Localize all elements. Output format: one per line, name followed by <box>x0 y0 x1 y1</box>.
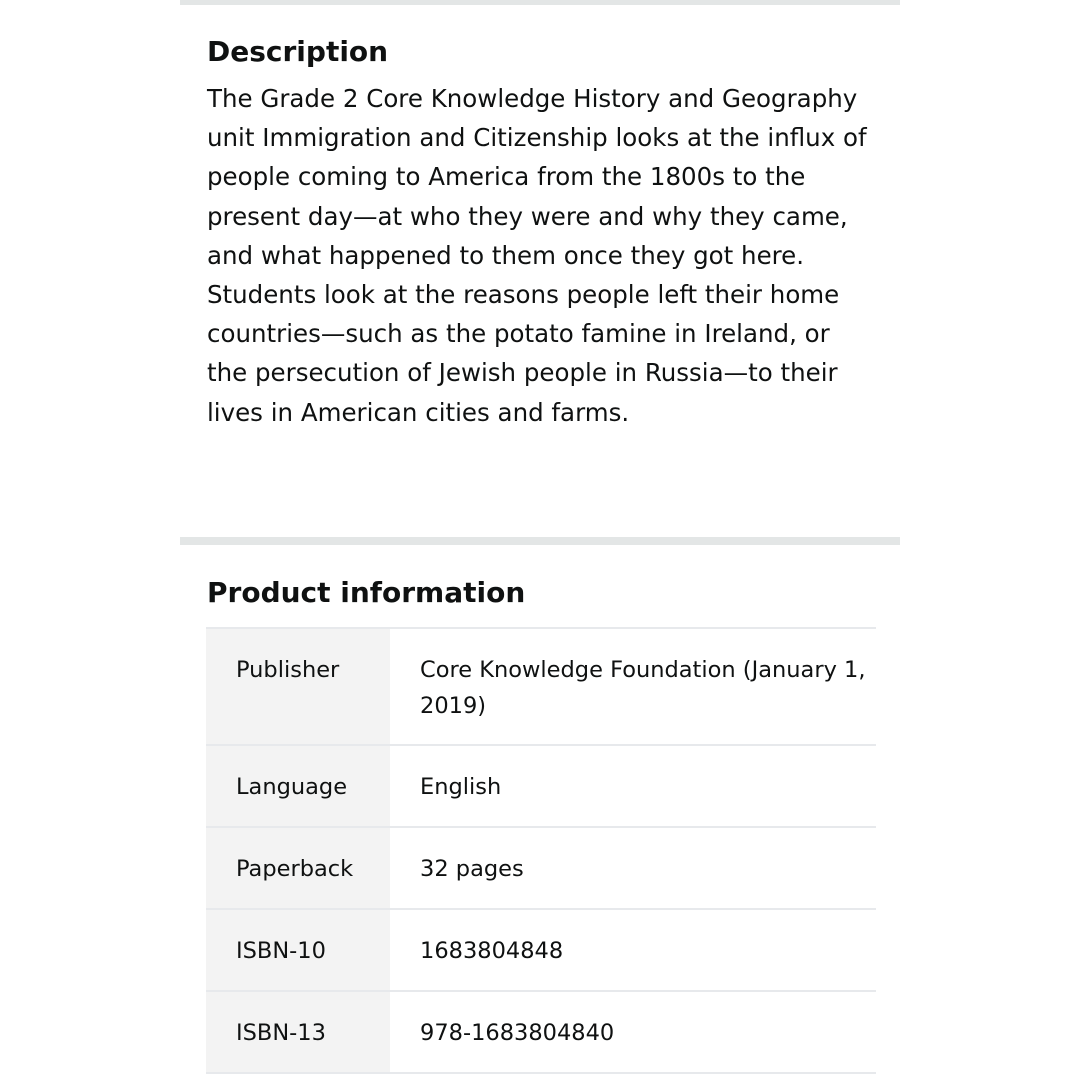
product-information-table <box>206 627 876 1074</box>
table-row <box>206 628 876 745</box>
row-label: Language <box>206 745 390 827</box>
row-value: Core Knowledge Foundation (January 1, 2019) <box>420 657 866 719</box>
product-information-heading: Product information <box>207 576 526 609</box>
row-label: Paperback <box>206 827 390 909</box>
row-value: 1683804848 <box>420 938 564 964</box>
table-row <box>206 991 876 1073</box>
top-divider <box>180 0 900 5</box>
row-value: 978-1683804840 <box>420 1020 615 1046</box>
table-row <box>206 827 876 909</box>
row-label: Publisher <box>206 628 390 745</box>
description-text: The Grade 2 Core Knowledge History and Geography unit Immigration and Citizenship looks at the influx of people coming to America from the 1800s to the present day—at who they were and why they came, and what happened to them once they got here. Students look at the reasons people left their home countries—such as the potato famine in Ireland, or the persecution of Jewish people in Russia—to their lives in American cities and farms. <box>207 84 867 427</box>
row-value: 32 pages <box>420 856 524 882</box>
table-row <box>206 909 876 991</box>
row-label: ISBN-13 <box>206 991 390 1073</box>
description-heading: Description <box>207 35 389 68</box>
row-label: ISBN-10 <box>206 909 390 991</box>
section-divider <box>180 537 900 545</box>
table-row <box>206 745 876 827</box>
row-value: English <box>420 774 502 800</box>
